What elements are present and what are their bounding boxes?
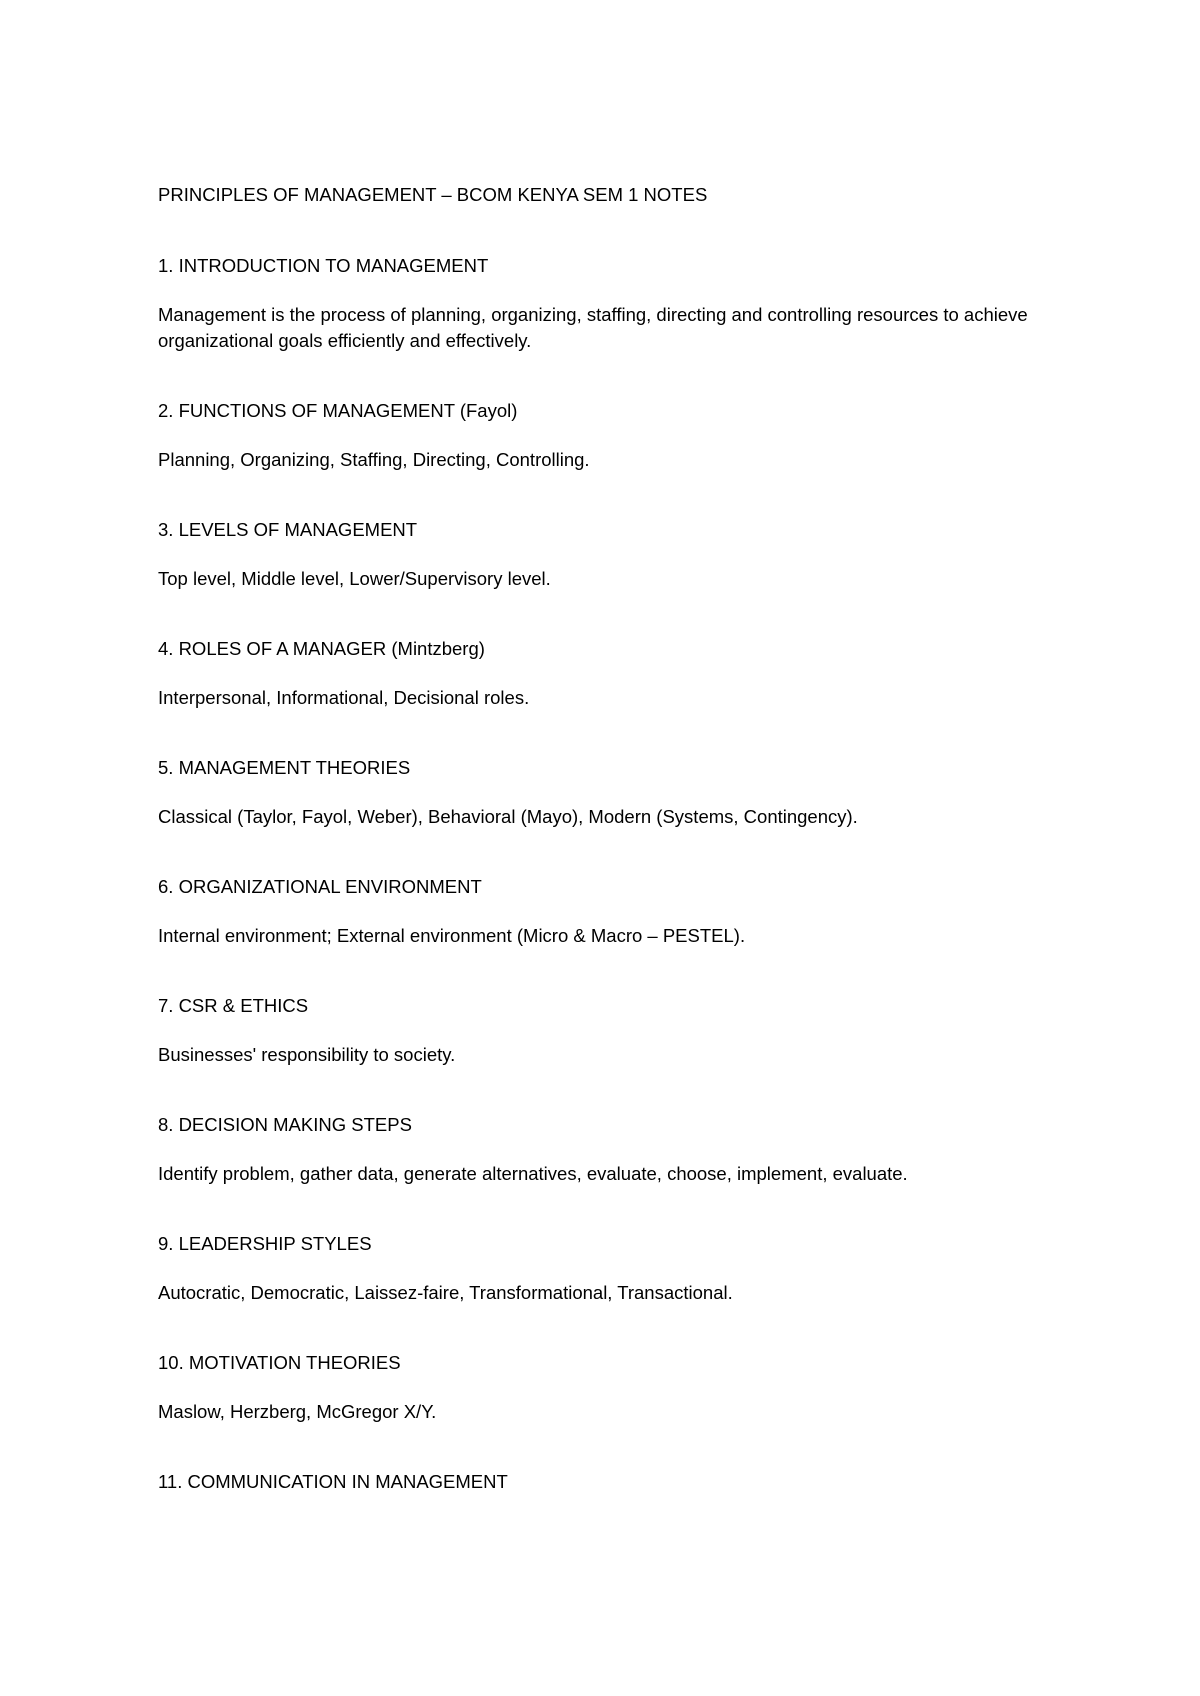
section-body: Maslow, Herzberg, McGregor X/Y. — [158, 1401, 437, 1422]
section-introduction — [158, 253, 1058, 354]
section-environment — [158, 874, 1058, 949]
document-title: PRINCIPLES OF MANAGEMENT – BCOM KENYA SEM 1 NOTES — [158, 184, 708, 205]
section-theories — [158, 755, 1058, 830]
section-heading: 5. MANAGEMENT THEORIES — [158, 757, 411, 778]
section-heading: 4. ROLES OF A MANAGER (Mintzberg) — [158, 638, 485, 659]
section-body: Autocratic, Democratic, Laissez-faire, Transformational, Transactional. — [158, 1282, 733, 1303]
document-content — [158, 182, 1058, 1495]
section-roles — [158, 636, 1058, 711]
section-heading: 7. CSR & ETHICS — [158, 995, 309, 1016]
section-communication — [158, 1469, 1058, 1495]
section-heading: 2. FUNCTIONS OF MANAGEMENT (Fayol) — [158, 400, 518, 421]
section-heading: 6. ORGANIZATIONAL ENVIRONMENT — [158, 876, 482, 897]
section-decision-making — [158, 1112, 1058, 1187]
section-body: Planning, Organizing, Staffing, Directing, Controlling. — [158, 449, 590, 470]
section-heading: 10. MOTIVATION THEORIES — [158, 1352, 401, 1373]
section-body: Management is the process of planning, organizing, staffing, directing and controlling resources to achieve organizational goals efficiently and effectively. — [158, 304, 1028, 351]
section-heading: 9. LEADERSHIP STYLES — [158, 1233, 372, 1254]
section-csr-ethics — [158, 993, 1058, 1068]
section-body: Internal environment; External environment (Micro & Macro – PESTEL). — [158, 925, 746, 946]
section-leadership — [158, 1231, 1058, 1306]
section-heading: 8. DECISION MAKING STEPS — [158, 1114, 412, 1135]
section-body: Interpersonal, Informational, Decisional roles. — [158, 687, 530, 708]
section-levels — [158, 517, 1058, 592]
section-body: Top level, Middle level, Lower/Supervisory level. — [158, 568, 551, 589]
section-body: Classical (Taylor, Fayol, Weber), Behavioral (Mayo), Modern (Systems, Contingency). — [158, 806, 858, 827]
section-body: Businesses' responsibility to society. — [158, 1044, 456, 1065]
section-heading: 11. COMMUNICATION IN MANAGEMENT — [158, 1471, 508, 1492]
section-body: Identify problem, gather data, generate alternatives, evaluate, choose, implement, evaluate. — [158, 1163, 908, 1184]
section-motivation — [158, 1350, 1058, 1425]
section-functions — [158, 398, 1058, 473]
section-heading: 1. INTRODUCTION TO MANAGEMENT — [158, 255, 489, 276]
section-heading: 3. LEVELS OF MANAGEMENT — [158, 519, 418, 540]
